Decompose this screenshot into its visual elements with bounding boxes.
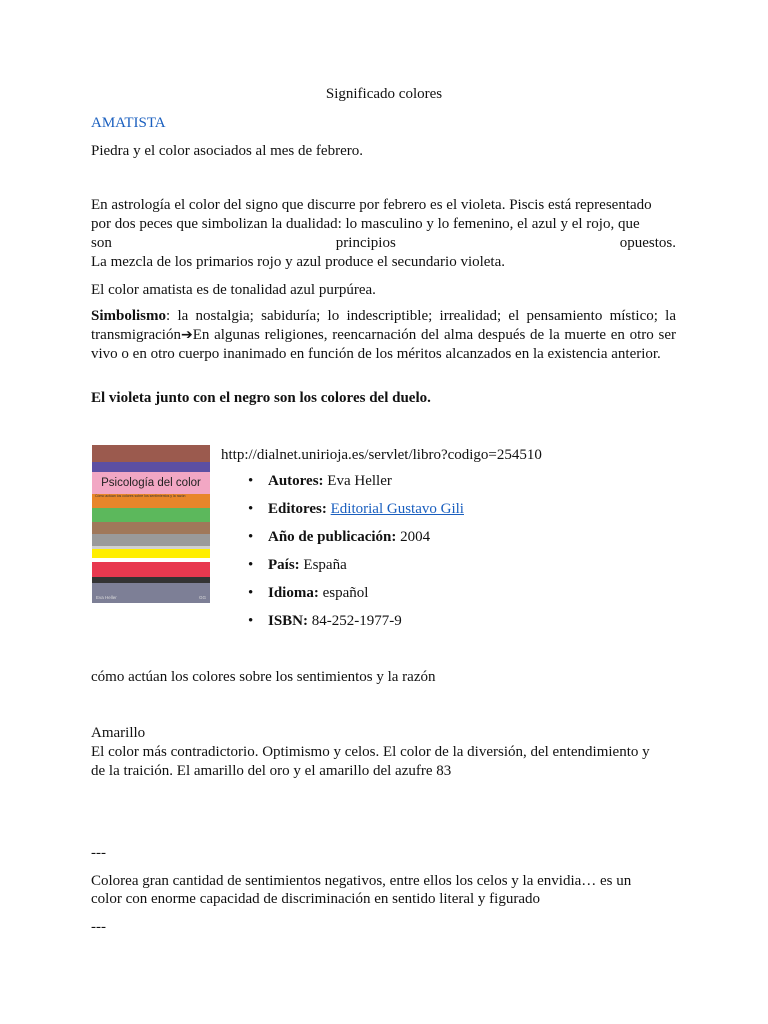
negativos-line-2: color con enorme capacidad de discriminación en sentido literal y figurado	[91, 891, 540, 907]
bullet-icon: •	[248, 529, 254, 545]
list-item	[248, 471, 464, 499]
cover-subtitle: Cómo actúan los colores sobre los sentimientos y la razón	[95, 494, 186, 498]
separator-2: ---	[91, 919, 106, 935]
list-item	[248, 527, 464, 555]
cover-band-brown	[92, 445, 210, 462]
astro-line-2: por dos peces que simbolizan la dualidad: lo masculino y lo femenino, el azul y el rojo, que	[91, 216, 640, 232]
cover-band-red	[92, 562, 210, 577]
list-item	[248, 583, 464, 611]
field-value: español	[322, 585, 369, 601]
cover-title: Psicología del color	[101, 477, 201, 489]
book-url: http://dialnet.unirioja.es/servlet/libro?codigo=254510	[221, 447, 542, 463]
field-value: Eva Heller	[327, 473, 392, 489]
bullet-icon: •	[248, 613, 254, 629]
field-value: España	[303, 557, 347, 573]
astro-word-3: opuestos.	[619, 235, 676, 251]
field-label: ISBN:	[268, 613, 309, 629]
astro-word-1: son	[91, 235, 112, 251]
cover-band-purple	[92, 462, 210, 472]
field-label: Editores:	[268, 501, 327, 517]
cover-author: Eva Heller	[96, 595, 117, 600]
intro-text: Piedra y el color asociados al mes de febrero.	[91, 143, 363, 159]
cover-logo: GG	[198, 595, 206, 600]
bullet-icon: •	[248, 585, 254, 601]
symbolism-text-1: : la nostalgia; sabiduría; lo indescriptible; irrealidad; el pensamiento místico; la transmigración	[91, 308, 676, 343]
astro-line-4: La mezcla de los primarios rojo y azul produce el secundario violeta.	[91, 254, 506, 270]
field-value: 2004	[400, 529, 431, 545]
field-value: 84-252-1977-9	[311, 613, 402, 629]
bullet-icon: •	[248, 473, 254, 489]
amarillo-line-2: de la traición. El amarillo del oro y el amarillo del azufre 83	[91, 763, 452, 779]
list-item	[248, 555, 464, 583]
bullet-icon: •	[248, 557, 254, 573]
field-label: Año de publicación:	[268, 529, 397, 545]
cover-band-gray	[92, 534, 210, 546]
cover-band-green	[92, 508, 210, 522]
field-label: Autores:	[268, 473, 324, 489]
book-metadata-list	[248, 471, 464, 639]
symbolism-label: Simbolismo	[91, 308, 167, 324]
field-label: Idioma:	[268, 585, 319, 601]
editorial-link[interactable]: Editorial Gustavo Gili	[330, 501, 464, 517]
list-item	[248, 611, 464, 639]
how-text: cómo actúan los colores sobre los sentimientos y la razón	[91, 669, 436, 685]
cover-band-slate	[92, 583, 210, 603]
cover-band-yellow	[92, 549, 210, 558]
page-title: Significado colores	[325, 86, 443, 102]
list-item	[248, 499, 464, 527]
amarillo-line-1: El color más contradictorio. Optimismo y celos. El color de la diversión, del entendimiento y	[91, 744, 650, 760]
astro-line-1: En astrología el color del signo que discurre por febrero es el violeta. Piscis está representado	[91, 197, 652, 213]
mourning-bold: El violeta junto con el negro son los colores del duelo.	[91, 390, 431, 406]
arrow-right-icon: ➔	[180, 327, 193, 343]
amatista-tone: El color amatista es de tonalidad azul purpúrea.	[91, 282, 376, 298]
symbolism-text-2: En algunas religiones, reencarnación del alma después de la muerte en otro ser vivo o en otro cuerpo inanimado en función de los méritos alcanzados en la existencia anterior.	[91, 327, 676, 362]
astro-line-3	[91, 234, 676, 252]
cover-band-tan	[92, 522, 210, 534]
mourning-text	[91, 389, 431, 407]
negativos-line-1: Colorea gran cantidad de sentimientos negativos, entre ellos los celos y la envidia… es un	[91, 873, 632, 889]
amarillo-heading: Amarillo	[91, 725, 146, 741]
separator-1: ---	[91, 845, 106, 861]
field-label: País:	[268, 557, 300, 573]
symbolism-paragraph	[91, 307, 676, 364]
book-cover-image	[92, 445, 210, 603]
bullet-icon: •	[248, 501, 254, 517]
astro-word-2: principios	[335, 235, 396, 251]
amatista-link[interactable]: AMATISTA	[91, 115, 166, 131]
